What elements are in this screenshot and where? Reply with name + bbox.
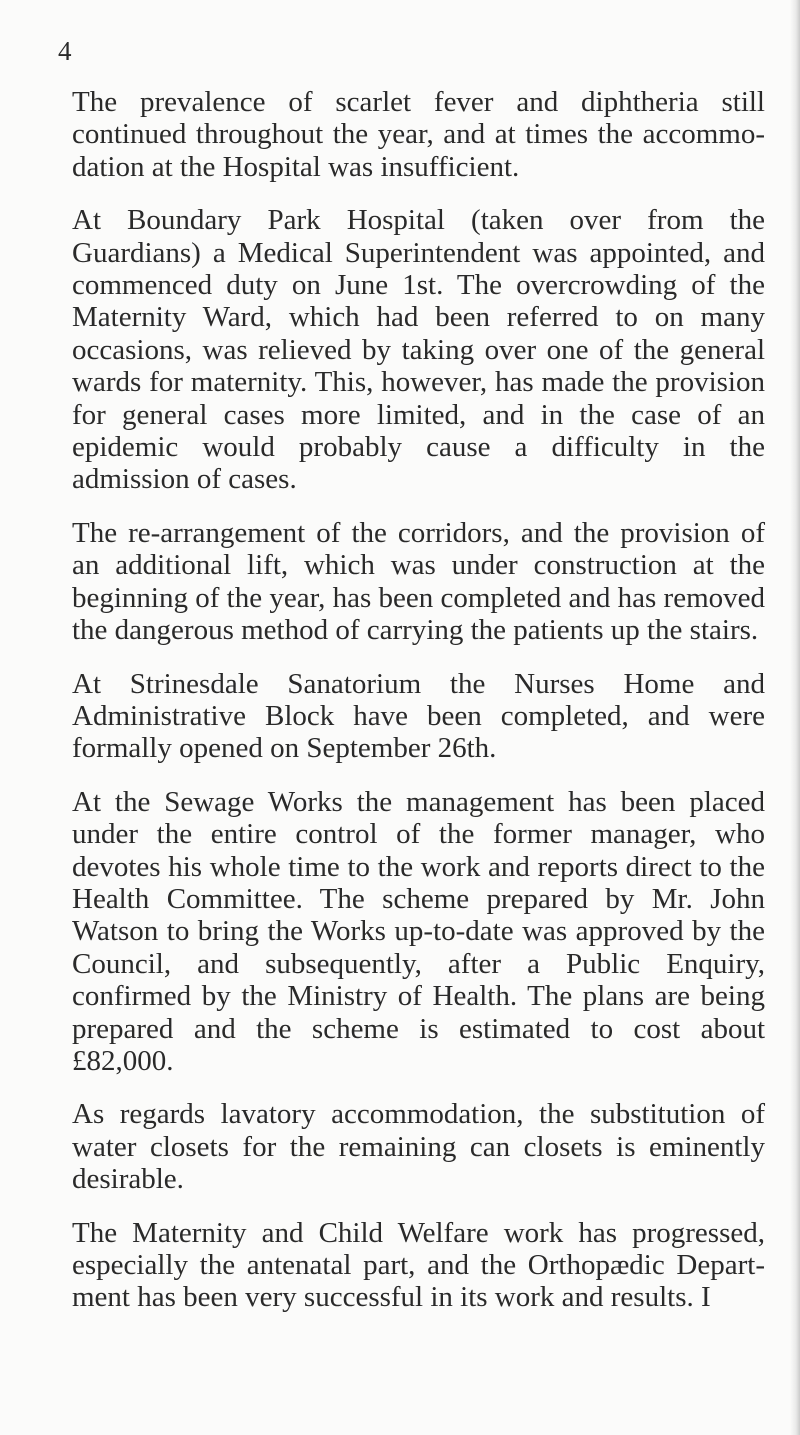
- paragraph-fever-diphtheria: The prevalence of scarlet fever and diphtheria still continued throughout the year, and at times the accommodation at the Hospital was insufficient.: [72, 86, 765, 183]
- paragraph-sewage-works: At the Sewage Works the management has been placed under the entire control of the former manager, who devotes his whole time to the work and reports direct to the Health Committee. The scheme prepared by Mr. John Watson to bring the Works up-to-date was approved by the Council, and subsequently, after a Public Enquiry, confirmed by the Ministry of Health. The plans are being prepared and the scheme is estimated to cost about £82,000.: [72, 785, 765, 1077]
- page-edge-shadow: [790, 0, 800, 1435]
- paragraph-corridors-lift: The re-arrangement of the corridors, and the provision of an additional lift, which was under construction at the beginning of the year, has been completed and has removed the dangerous method of carrying the patients up the stairs.: [72, 516, 765, 647]
- page-number: 4: [58, 36, 72, 66]
- paragraph-strinesdale: At Strinesdale Sanatorium the Nurses Home and Administrative Block have been completed, and were formally opened on September 26th.: [72, 667, 765, 765]
- paragraph-lavatory: As regards lavatory accommodation, the substitution of water closets for the remaining can closets is eminently desirable.: [72, 1098, 765, 1196]
- paragraph-maternity-welfare: The Maternity and Child Welfare work has progressed, especially the antenatal part, and the Orthopædic Department has been very successful in its work and results. I: [72, 1216, 765, 1314]
- body-text: [72, 86, 765, 1335]
- paragraph-boundary-park: At Boundary Park Hospital (taken over from the Guardians) a Medical Superintendent was appointed, and commenced duty on June 1st. The overcrowding of the Maternity Ward, which had been referred to on many occasions, was relieved by taking over one of the general wards for maternity. This, however, has made the provision for general cases more limited, and in the case of an epidemic would probably cause a difficulty in the admission of cases.: [72, 204, 765, 496]
